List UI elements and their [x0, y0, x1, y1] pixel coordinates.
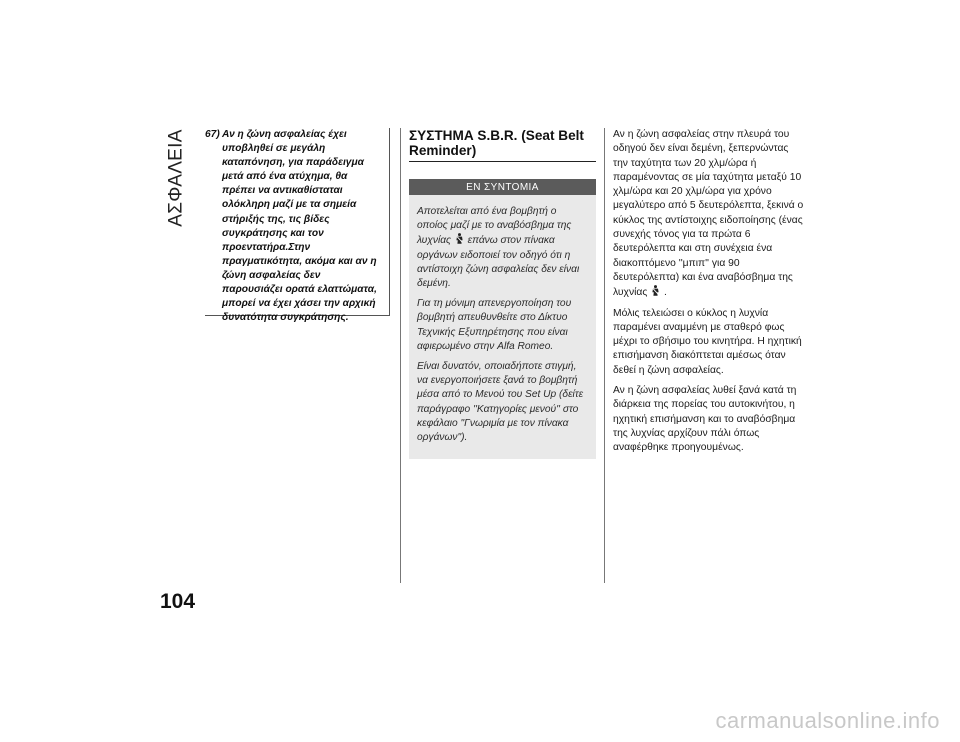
body-paragraph: Μόλις τελειώσει ο κύκλος η λυχνία παραμένει αναμμένη με σταθερό φως μέχρι το σβήσιμο του κινητήρα. Η ηχητική επισήμανση διακόπτεται αμέσως όταν δεθεί η ζώνη ασφαλείας. [613, 307, 802, 376]
summary-paragraph: Είναι δυνατόν, οποιαδήποτε στιγμή, να ενεργοποιήσετε ξανά το βομβητή μέσα από το Μενού του Set Up (δείτε παράγραφο ''Κατηγορίες μενού'' στο κεφάλαιο "Γνωριμία με τον πίνακα οργάνων"). [417, 361, 584, 444]
summary-text: επάνω στον πίνακα οργάνων ειδοποιεί τον οδηγό ότι η αντίστοιχη ζώνη ασφαλείας δεν είναι δεμένη. [417, 235, 580, 290]
chapter-side-title [162, 128, 192, 228]
body-text: Αν η ζώνη ασφαλείας στην πλευρά του οδηγού δεν είναι δεμένη, ξεπερνώντας την ταχύτητα των 20 χλμ/ώρα ή παραμένοντας σε μία ταχύτητα μεταξύ 10 χλμ/ώρα και 20 χλμ/ώρα για χρόνο μεγαλύτερο από 5 δευτερόλεπτα, ξεκινά ο κύκλος της αντίστοιχης ειδοποίησης (ένας συνεχής τόνος για τα πρώτα 6 δευτερόλεπτα και στη συνέχεια ένα διακοπτόμενο ''μπιπ'' για 90 δευτερόλεπτα) και ένα αναβόσβημα της λυχνίας [613, 129, 804, 299]
seat-belt-reminder-section [409, 128, 596, 459]
body-text: . [664, 287, 667, 299]
body-paragraph [613, 128, 805, 301]
warning-number: 67) [205, 129, 220, 140]
column-divider [400, 128, 401, 583]
column-divider [604, 128, 605, 583]
body-paragraph: Αν η ζώνη ασφαλείας λυθεί ξανά κατά τη διάρκεια της πορείας του αυτοκινήτου, η ηχητική επισήμανση και το αναβόσβημα της λυχνίας αρχίζουν πάλι όπως αναφέρθηκε προηγουμένως. [613, 385, 797, 454]
chapter-title-text: ΑΣΦΑΛΕΙΑ [166, 129, 188, 227]
summary-body [409, 195, 596, 445]
seatbelt-warning-icon [651, 285, 660, 296]
page-number: 104 [160, 590, 196, 613]
seatbelt-warning-icon [455, 233, 464, 244]
warning-text [205, 128, 389, 325]
body-column [613, 128, 805, 462]
summary-paragraph: Για τη μόνιμη απενεργοποίηση του βομβητή απευθυνθείτε στο Δίκτυο Τεχνικής Εξυπηρέτησης που είναι αφιερωμένο στην Alfa Romeo. [417, 298, 572, 352]
section-title: ΣΥΣΤΗΜΑ S.B.R. (Seat Belt Reminder) [409, 128, 596, 162]
warning-first-line: Αν η ζώνη ασφαλείας έχει [222, 129, 347, 140]
warning-box [205, 128, 390, 324]
watermark: carmanualsonline.info [715, 708, 940, 733]
summary-header: ΕΝ ΣΥΝΤΟΜΙΑ [409, 179, 596, 195]
summary-paragraph [417, 205, 588, 291]
warning-body: υποβληθεί σε μεγάλη καταπόνηση, για παράδειγμα μετά από ένα ατύχημα, θα πρέπει να αντικαθίσταται ολόκληρη μαζί με τα σημεία στήριξής της, τις βίδες συγκράτησης και τον προεντατήρα.Στην πραγματικότητα, ακόμα και αν η ζώνη ασφαλείας δεν παρουσιάζει ορατά ελαττώματα, μπορεί να έχει χάσει την αρχική δυνατότητα συγκράτησης. [222, 143, 377, 324]
summary-text: Αποτελείται από ένα βομβητή ο οποίος μαζί με το αναβόσβημα της λυχνίας [417, 206, 572, 247]
summary-box [409, 179, 596, 459]
